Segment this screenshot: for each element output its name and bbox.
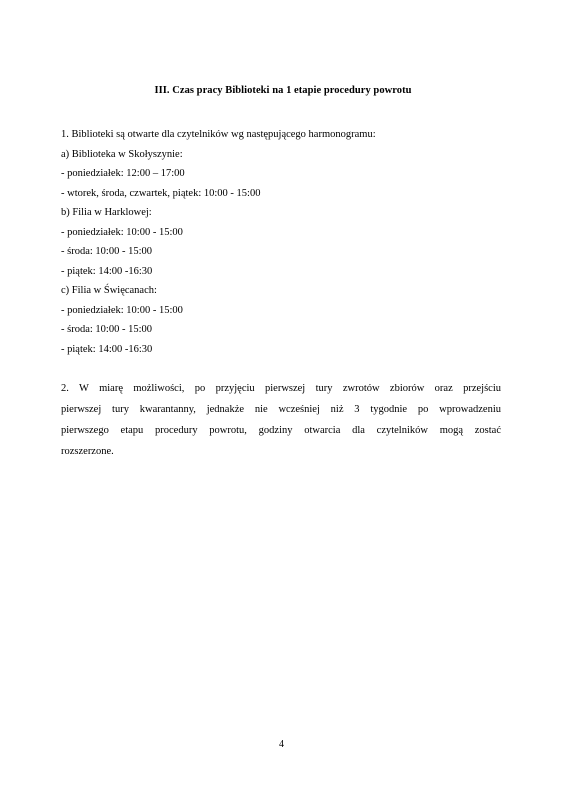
opening-hours-schedule (61, 125, 501, 360)
schedule-line: - poniedziałek: 10:00 - 15:00 (61, 304, 183, 316)
schedule-line: - piątek: 14:00 -16:30 (61, 265, 153, 277)
schedule-line: - środa: 10:00 - 15:00 (61, 246, 152, 258)
section-heading: III. Czas pracy Biblioteki na 1 etapie procedury powrotu (154, 85, 412, 96)
extension-paragraph (61, 378, 501, 462)
schedule-line: - poniedziałek: 10:00 - 15:00 (61, 226, 183, 238)
branch-harklowa-title: b) Filia w Harklowej: (61, 207, 152, 219)
paragraph-line: pierwszej tury kwarantanny, jednakże nie wcześniej niż 3 tygodnie po wprowadzeniu (61, 404, 501, 415)
schedule-line: - poniedziałek: 12:00 – 17:00 (61, 168, 185, 180)
branch-skolyszyn-title: a) Biblioteka w Skołyszynie: (61, 148, 183, 160)
branch-swiecany-title: c) Filia w Święcanach: (61, 285, 157, 297)
schedule-line: - piątek: 14:00 -16:30 (61, 344, 153, 356)
schedule-intro: 1. Biblioteki są otwarte dla czytelników wg następującego harmonogramu: (61, 129, 376, 140)
page-number: 4 (279, 739, 284, 750)
schedule-line: - środa: 10:00 - 15:00 (61, 324, 152, 336)
schedule-line: - wtorek, środa, czwartek, piątek: 10:00 - 15:00 (61, 187, 261, 199)
paragraph-line: pierwszego etapu procedury powrotu, godziny otwarcia dla czytelników mogą zostać (61, 425, 501, 436)
paragraph-line: 2. W miarę możliwości, po przyjęciu pierwszej tury zwrotów zbiorów oraz przejściu (61, 383, 501, 394)
paragraph-line: rozszerzone. (61, 446, 114, 457)
